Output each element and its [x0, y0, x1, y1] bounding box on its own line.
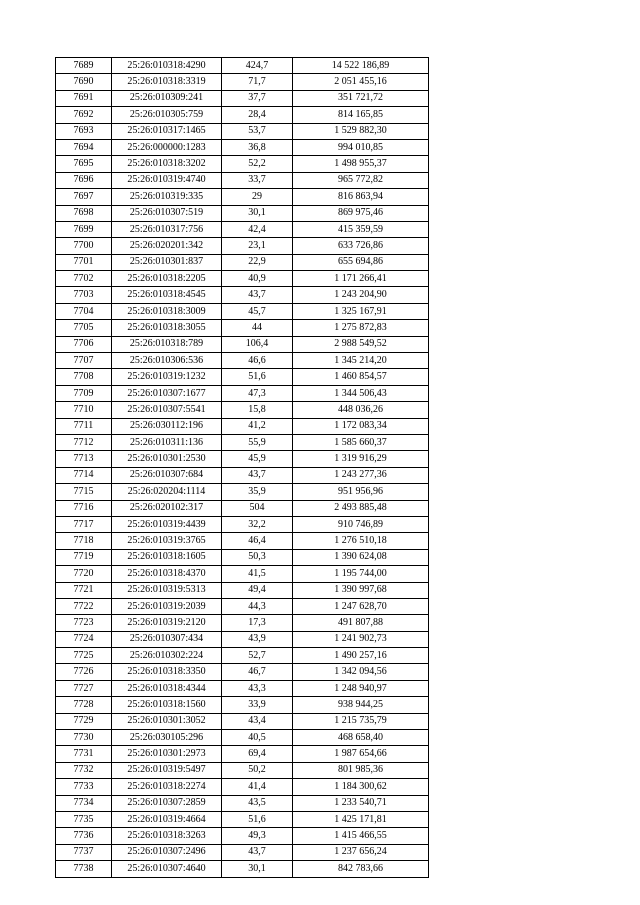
area-cell: 23,1: [222, 238, 293, 254]
row-number-cell: 7721: [56, 582, 112, 598]
area-cell: 50,3: [222, 549, 293, 565]
area-cell: 29: [222, 189, 293, 205]
table-row: [56, 156, 429, 172]
row-number-cell: 7706: [56, 336, 112, 352]
cadastral-number-cell: 25:26:010318:4344: [112, 680, 222, 696]
row-number-cell: 7708: [56, 369, 112, 385]
row-number-cell: 7689: [56, 58, 112, 74]
table-row: [56, 549, 429, 565]
row-number-cell: 7728: [56, 697, 112, 713]
value-cell: 491 807,88: [293, 615, 429, 631]
cadastral-number-cell: 25:26:010307:2859: [112, 795, 222, 811]
table-row: [56, 648, 429, 664]
table-row: [56, 631, 429, 647]
area-cell: 43,9: [222, 631, 293, 647]
cadastral-number-cell: 25:26:010318:3009: [112, 303, 222, 319]
cadastral-number-cell: 25:26:010319:2120: [112, 615, 222, 631]
row-number-cell: 7710: [56, 402, 112, 418]
row-number-cell: 7720: [56, 566, 112, 582]
cadastral-number-cell: 25:26:010318:2274: [112, 779, 222, 795]
area-cell: 30,1: [222, 205, 293, 221]
table-row: [56, 205, 429, 221]
row-number-cell: 7695: [56, 156, 112, 172]
area-cell: 51,6: [222, 369, 293, 385]
cadastral-number-cell: 25:26:010311:136: [112, 434, 222, 450]
area-cell: 44,3: [222, 598, 293, 614]
cadastral-number-cell: 25:26:010301:2530: [112, 451, 222, 467]
cadastral-number-cell: 25:26:010318:4370: [112, 566, 222, 582]
cadastral-number-cell: 25:26:010317:1465: [112, 123, 222, 139]
row-number-cell: 7693: [56, 123, 112, 139]
table-row: [56, 467, 429, 483]
row-number-cell: 7705: [56, 320, 112, 336]
value-cell: 1 490 257,16: [293, 648, 429, 664]
area-cell: 22,9: [222, 254, 293, 270]
table-row: [56, 598, 429, 614]
area-cell: 30,1: [222, 861, 293, 877]
cadastral-number-cell: 25:26:010305:759: [112, 107, 222, 123]
value-cell: 1 529 882,30: [293, 123, 429, 139]
area-cell: 49,3: [222, 828, 293, 844]
value-cell: 1 237 656,24: [293, 844, 429, 860]
cadastral-number-cell: 25:26:010318:3350: [112, 664, 222, 680]
row-number-cell: 7717: [56, 516, 112, 532]
cadastral-number-cell: 25:26:010307:1677: [112, 385, 222, 401]
table-row: [56, 172, 429, 188]
cadastral-number-cell: 25:26:010301:837: [112, 254, 222, 270]
area-cell: 52,7: [222, 648, 293, 664]
area-cell: 32,2: [222, 516, 293, 532]
area-cell: 46,6: [222, 353, 293, 369]
table-row: [56, 795, 429, 811]
area-cell: 42,4: [222, 221, 293, 237]
area-cell: 43,5: [222, 795, 293, 811]
area-cell: 504: [222, 500, 293, 516]
value-cell: 1 390 997,68: [293, 582, 429, 598]
area-cell: 53,7: [222, 123, 293, 139]
area-cell: 41,4: [222, 779, 293, 795]
cadastral-number-cell: 25:26:010319:335: [112, 189, 222, 205]
value-cell: 1 342 094,56: [293, 664, 429, 680]
area-cell: 40,9: [222, 271, 293, 287]
value-cell: 1 345 214,20: [293, 353, 429, 369]
area-cell: 51,6: [222, 811, 293, 827]
value-cell: 869 975,46: [293, 205, 429, 221]
row-number-cell: 7731: [56, 746, 112, 762]
cadastral-number-cell: 25:26:020102:317: [112, 500, 222, 516]
area-cell: 49,4: [222, 582, 293, 598]
value-cell: 1 184 300,62: [293, 779, 429, 795]
row-number-cell: 7735: [56, 811, 112, 827]
cadastral-number-cell: 25:26:010318:3202: [112, 156, 222, 172]
area-cell: 33,7: [222, 172, 293, 188]
row-number-cell: 7699: [56, 221, 112, 237]
table-row: [56, 58, 429, 74]
area-cell: 41,5: [222, 566, 293, 582]
area-cell: 55,9: [222, 434, 293, 450]
table-row: [56, 107, 429, 123]
table-row: [56, 287, 429, 303]
row-number-cell: 7737: [56, 844, 112, 860]
value-cell: 1 215 735,79: [293, 713, 429, 729]
row-number-cell: 7725: [56, 648, 112, 664]
row-number-cell: 7723: [56, 615, 112, 631]
table-row: [56, 385, 429, 401]
value-cell: 910 746,89: [293, 516, 429, 532]
row-number-cell: 7691: [56, 90, 112, 106]
area-cell: 46,7: [222, 664, 293, 680]
area-cell: 106,4: [222, 336, 293, 352]
row-number-cell: 7701: [56, 254, 112, 270]
cadastral-number-cell: 25:26:010307:434: [112, 631, 222, 647]
value-cell: 1 460 854,57: [293, 369, 429, 385]
area-cell: 52,2: [222, 156, 293, 172]
table-row: [56, 418, 429, 434]
row-number-cell: 7718: [56, 533, 112, 549]
value-cell: 1 171 266,41: [293, 271, 429, 287]
table-row: [56, 828, 429, 844]
table-row: [56, 90, 429, 106]
area-cell: 36,8: [222, 139, 293, 155]
row-number-cell: 7733: [56, 779, 112, 795]
area-cell: 41,2: [222, 418, 293, 434]
table-row: [56, 320, 429, 336]
cadastral-number-cell: 25:26:010309:241: [112, 90, 222, 106]
table-row: [56, 500, 429, 516]
cadastral-number-cell: 25:26:010318:3055: [112, 320, 222, 336]
row-number-cell: 7700: [56, 238, 112, 254]
data-table: [55, 57, 429, 878]
value-cell: 1 241 902,73: [293, 631, 429, 647]
cadastral-number-cell: 25:26:010301:2973: [112, 746, 222, 762]
table-row: [56, 697, 429, 713]
row-number-cell: 7711: [56, 418, 112, 434]
value-cell: 1 987 654,66: [293, 746, 429, 762]
table-row: [56, 533, 429, 549]
table-row: [56, 451, 429, 467]
cadastral-number-cell: 25:26:010319:5313: [112, 582, 222, 598]
row-number-cell: 7715: [56, 484, 112, 500]
value-cell: 1 243 204,90: [293, 287, 429, 303]
row-number-cell: 7734: [56, 795, 112, 811]
table-row: [56, 123, 429, 139]
cadastral-number-cell: 25:26:010318:4290: [112, 58, 222, 74]
value-cell: 2 988 549,52: [293, 336, 429, 352]
value-cell: 965 772,82: [293, 172, 429, 188]
row-number-cell: 7726: [56, 664, 112, 680]
value-cell: 2 493 885,48: [293, 500, 429, 516]
value-cell: 1 415 466,55: [293, 828, 429, 844]
row-number-cell: 7714: [56, 467, 112, 483]
value-cell: 1 275 872,83: [293, 320, 429, 336]
table-row: [56, 811, 429, 827]
area-cell: 33,9: [222, 697, 293, 713]
area-cell: 46,4: [222, 533, 293, 549]
cadastral-number-cell: 25:26:010302:224: [112, 648, 222, 664]
area-cell: 69,4: [222, 746, 293, 762]
value-cell: 801 985,36: [293, 762, 429, 778]
cadastral-number-cell: 25:26:010317:756: [112, 221, 222, 237]
value-cell: 1 390 624,08: [293, 549, 429, 565]
row-number-cell: 7727: [56, 680, 112, 696]
area-cell: 45,7: [222, 303, 293, 319]
table-body: [56, 58, 429, 878]
cadastral-number-cell: 25:26:010318:1605: [112, 549, 222, 565]
value-cell: 1 425 171,81: [293, 811, 429, 827]
area-cell: 15,8: [222, 402, 293, 418]
area-cell: 35,9: [222, 484, 293, 500]
cadastral-number-cell: 25:26:010318:4545: [112, 287, 222, 303]
area-cell: 43,7: [222, 467, 293, 483]
area-cell: 71,7: [222, 74, 293, 90]
table-row: [56, 434, 429, 450]
cadastral-number-cell: 25:26:010318:789: [112, 336, 222, 352]
value-cell: 816 863,94: [293, 189, 429, 205]
table-row: [56, 762, 429, 778]
table-row: [56, 353, 429, 369]
area-cell: 40,5: [222, 730, 293, 746]
table-row: [56, 730, 429, 746]
row-number-cell: 7732: [56, 762, 112, 778]
cadastral-number-cell: 25:26:010319:3765: [112, 533, 222, 549]
row-number-cell: 7692: [56, 107, 112, 123]
cadastral-number-cell: 25:26:020201:342: [112, 238, 222, 254]
value-cell: 951 956,96: [293, 484, 429, 500]
cadastral-number-cell: 25:26:030112:196: [112, 418, 222, 434]
cadastral-number-cell: 25:26:010319:1232: [112, 369, 222, 385]
table-row: [56, 221, 429, 237]
table-row: [56, 566, 429, 582]
row-number-cell: 7712: [56, 434, 112, 450]
value-cell: 1 276 510,18: [293, 533, 429, 549]
cadastral-number-cell: 25:26:010318:2205: [112, 271, 222, 287]
row-number-cell: 7703: [56, 287, 112, 303]
cadastral-number-cell: 25:26:010307:4640: [112, 861, 222, 877]
row-number-cell: 7719: [56, 549, 112, 565]
cadastral-number-cell: 25:26:010306:536: [112, 353, 222, 369]
value-cell: 1 247 628,70: [293, 598, 429, 614]
value-cell: 814 165,85: [293, 107, 429, 123]
value-cell: 1 344 506,43: [293, 385, 429, 401]
row-number-cell: 7736: [56, 828, 112, 844]
value-cell: 633 726,86: [293, 238, 429, 254]
area-cell: 43,4: [222, 713, 293, 729]
cadastral-number-cell: 25:26:010318:3263: [112, 828, 222, 844]
table-row: [56, 402, 429, 418]
table-row: [56, 254, 429, 270]
row-number-cell: 7729: [56, 713, 112, 729]
value-cell: 468 658,40: [293, 730, 429, 746]
value-cell: 448 036,26: [293, 402, 429, 418]
row-number-cell: 7716: [56, 500, 112, 516]
row-number-cell: 7698: [56, 205, 112, 221]
table-row: [56, 139, 429, 155]
area-cell: 424,7: [222, 58, 293, 74]
row-number-cell: 7730: [56, 730, 112, 746]
cadastral-number-cell: 25:26:010318:1560: [112, 697, 222, 713]
cadastral-number-cell: 25:26:000000:1283: [112, 139, 222, 155]
value-cell: 1 248 940,97: [293, 680, 429, 696]
area-cell: 43,7: [222, 844, 293, 860]
table-row: [56, 484, 429, 500]
value-cell: 1 325 167,91: [293, 303, 429, 319]
table-row: [56, 844, 429, 860]
value-cell: 1 233 540,71: [293, 795, 429, 811]
table-row: [56, 74, 429, 90]
table-row: [56, 238, 429, 254]
value-cell: 842 783,66: [293, 861, 429, 877]
table-row: [56, 516, 429, 532]
value-cell: 1 243 277,36: [293, 467, 429, 483]
cadastral-number-cell: 25:26:010307:684: [112, 467, 222, 483]
area-cell: 43,3: [222, 680, 293, 696]
cadastral-number-cell: 25:26:010307:519: [112, 205, 222, 221]
row-number-cell: 7709: [56, 385, 112, 401]
table-row: [56, 779, 429, 795]
cadastral-number-cell: 25:26:010301:3052: [112, 713, 222, 729]
value-cell: 1 319 916,29: [293, 451, 429, 467]
cadastral-number-cell: 25:26:010319:4664: [112, 811, 222, 827]
value-cell: 1 585 660,37: [293, 434, 429, 450]
row-number-cell: 7738: [56, 861, 112, 877]
value-cell: 2 051 455,16: [293, 74, 429, 90]
table-row: [56, 336, 429, 352]
value-cell: 14 522 186,89: [293, 58, 429, 74]
area-cell: 47,3: [222, 385, 293, 401]
value-cell: 1 172 083,34: [293, 418, 429, 434]
table-row: [56, 861, 429, 877]
table-row: [56, 582, 429, 598]
table-row: [56, 615, 429, 631]
area-cell: 44: [222, 320, 293, 336]
row-number-cell: 7696: [56, 172, 112, 188]
row-number-cell: 7724: [56, 631, 112, 647]
value-cell: 655 694,86: [293, 254, 429, 270]
row-number-cell: 7694: [56, 139, 112, 155]
cadastral-number-cell: 25:26:010307:5541: [112, 402, 222, 418]
area-cell: 37,7: [222, 90, 293, 106]
row-number-cell: 7722: [56, 598, 112, 614]
cadastral-number-cell: 25:26:010319:4439: [112, 516, 222, 532]
table-row: [56, 664, 429, 680]
cadastral-number-cell: 25:26:010307:2496: [112, 844, 222, 860]
value-cell: 415 359,59: [293, 221, 429, 237]
value-cell: 938 944,25: [293, 697, 429, 713]
table-row: [56, 680, 429, 696]
cadastral-number-cell: 25:26:020204:1114: [112, 484, 222, 500]
table-row: [56, 746, 429, 762]
value-cell: 1 498 955,37: [293, 156, 429, 172]
area-cell: 28,4: [222, 107, 293, 123]
cadastral-number-cell: 25:26:010319:5497: [112, 762, 222, 778]
row-number-cell: 7690: [56, 74, 112, 90]
table-row: [56, 271, 429, 287]
row-number-cell: 7704: [56, 303, 112, 319]
row-number-cell: 7697: [56, 189, 112, 205]
value-cell: 1 195 744,00: [293, 566, 429, 582]
row-number-cell: 7713: [56, 451, 112, 467]
area-cell: 17,3: [222, 615, 293, 631]
cadastral-number-cell: 25:26:010318:3319: [112, 74, 222, 90]
value-cell: 994 010,85: [293, 139, 429, 155]
cadastral-number-cell: 25:26:010319:2039: [112, 598, 222, 614]
table-row: [56, 303, 429, 319]
row-number-cell: 7707: [56, 353, 112, 369]
table-row: [56, 189, 429, 205]
value-cell: 351 721,72: [293, 90, 429, 106]
cadastral-number-cell: 25:26:010319:4740: [112, 172, 222, 188]
table-row: [56, 713, 429, 729]
table-row: [56, 369, 429, 385]
area-cell: 50,2: [222, 762, 293, 778]
cadastral-number-cell: 25:26:030105:296: [112, 730, 222, 746]
area-cell: 43,7: [222, 287, 293, 303]
row-number-cell: 7702: [56, 271, 112, 287]
area-cell: 45,9: [222, 451, 293, 467]
